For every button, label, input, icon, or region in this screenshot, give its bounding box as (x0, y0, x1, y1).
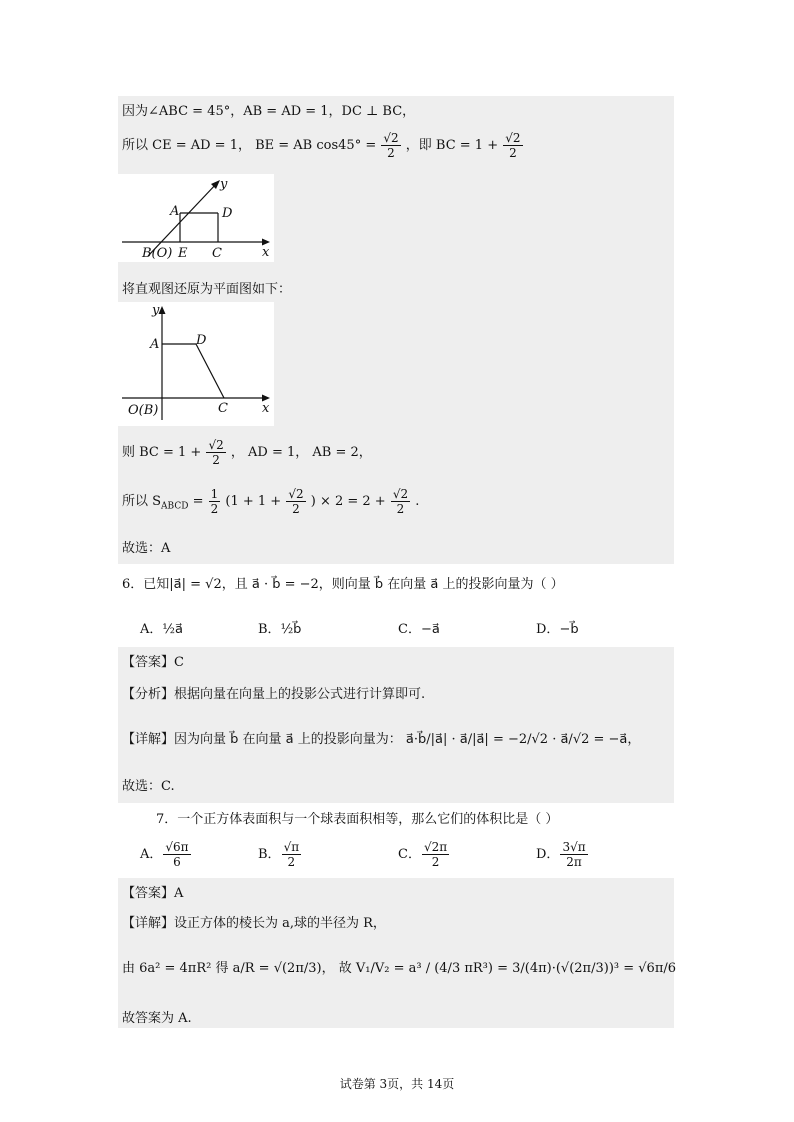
sqrt2-over-2-fraction (286, 487, 305, 516)
option-text: ½b⃗ (280, 622, 302, 637)
option-letter: B． (258, 847, 281, 862)
q6-analysis: 【分析】根据向量在向量上的投影公式进行计算即可. (122, 687, 426, 702)
fig2-label-x: x (262, 401, 270, 416)
sqrt2-over-2-fraction (391, 487, 410, 516)
answer-7-band (118, 878, 677, 1028)
frac-num: 3√π (562, 840, 586, 854)
q7-conclusion: 故答案为 A. (122, 1011, 192, 1026)
fig2-label-a: A (150, 337, 160, 352)
frac-num: √6π (165, 840, 189, 854)
sol5-line4-text-c: (1 + 1 + (225, 494, 282, 509)
sol5-line4-text-d: ) × 2 = 2 + (310, 494, 386, 509)
sol5-line2-text-a: 所以 CE = AD = 1， BE = AB cos45° = (122, 138, 377, 153)
sol5-line4-text-e: . (415, 494, 420, 509)
frac-den: 2 (210, 502, 219, 516)
frac-den: 2 (509, 146, 517, 160)
q6-detail (122, 731, 640, 749)
oblique-figure-svg (118, 174, 274, 262)
sol5-line3 (122, 438, 372, 467)
option-fraction (163, 840, 190, 869)
option-letter: D． (536, 847, 560, 862)
oblique-figure (118, 174, 274, 262)
sol5-line1: 因为∠ABC = 45°，AB = AD = 1，DC ⊥ BC， (122, 104, 416, 119)
q7-detail2-text-a: 由 6a² = 4πR² 得 (122, 961, 229, 976)
q7-option-c (398, 840, 450, 869)
q7-detail2-formula: V₁/V₂ = a³ / (4/3 πR³) = 3/(4π)·(√(2π/3))³ = √6π/6 (355, 961, 677, 976)
fig1-label-y: y (220, 177, 228, 192)
sol5-line3-text-a: 则 BC = 1 + (122, 445, 202, 460)
fig1-label-e: E (178, 246, 188, 261)
frac-num: √2 (288, 487, 304, 501)
option-letter: B． (258, 622, 281, 637)
q7-detail2-text-b: a/R = √(2π/3)， 故 (232, 961, 352, 976)
frac-num: √2 (392, 487, 409, 501)
q6-option-b (258, 618, 301, 637)
answer-6-band (118, 647, 674, 803)
option-text: −b⃗ (559, 622, 579, 637)
option-fraction (422, 840, 449, 869)
frac-den: 2 (287, 855, 296, 869)
fig2-label-ob: O(B) (128, 403, 159, 418)
option-letter: C． (398, 847, 421, 862)
fig2-label-c: C (218, 401, 228, 416)
fig2-label-y: y (152, 303, 160, 318)
sqrt2-over-2-fraction (381, 131, 400, 160)
q7-detail2 (122, 960, 676, 978)
q6-option-c (398, 618, 440, 637)
sol5-line4-text-a: 所以 S (122, 494, 162, 509)
fig1-label-d: D (222, 206, 233, 221)
frac-num: √2π (423, 840, 448, 854)
option-letter: A． (140, 622, 163, 637)
option-text: ½a⃗ (162, 622, 183, 637)
fig1-label-x: x (262, 245, 270, 260)
option-letter: C． (398, 622, 421, 637)
q6-stem: 6．已知|a⃗| = √2，且 a⃗ · b⃗ = −2，则向量 b⃗ 在向量 a⃗ 上的投影向量为（ ） (122, 577, 564, 592)
frac-num: √2 (208, 438, 224, 452)
plane-figure (118, 302, 274, 426)
frac-num: 1 (210, 487, 219, 501)
q6-detail-text-a: 【详解】因为向量 b⃗ 在向量 a⃗ 上的投影向量为： (122, 732, 402, 747)
option-letter: D． (536, 622, 560, 637)
sqrt2-over-2-fraction (206, 438, 225, 467)
sol5-choice: 故选：A (122, 541, 171, 556)
q6-answer: 【答案】C (122, 655, 184, 670)
q6-detail-formula: a⃗·b⃗/|a⃗| · a⃗/|a⃗| = −2/√2 · a⃗/√2 = −a⃗， (405, 732, 641, 747)
fig2-label-d: D (196, 333, 207, 348)
fig1-label-a: A (170, 204, 180, 219)
one-half-fraction (209, 487, 221, 516)
q6-option-a (140, 618, 183, 637)
frac-num: √π (283, 840, 300, 854)
frac-den: 2 (212, 453, 220, 467)
frac-den: 2 (387, 146, 395, 160)
frac-den: 2π (566, 855, 582, 869)
sqrt2-over-2-fraction (503, 131, 522, 160)
fig1-label-bo: B(O) (142, 246, 173, 261)
sol5-restore: 将直观图还原为平面图如下： (122, 282, 292, 297)
option-fraction (282, 840, 302, 869)
q6-option-d (536, 618, 579, 637)
q7-answer: 【答案】A (122, 886, 184, 901)
q7-option-b (258, 840, 302, 869)
option-text: −a⃗ (420, 622, 440, 637)
fig1-label-c: C (212, 246, 222, 261)
frac-den: 2 (431, 855, 440, 869)
q6-choice: 故选：C. (122, 779, 175, 794)
frac-den: 2 (292, 502, 300, 516)
frac-num: √2 (383, 131, 399, 145)
q7-stem: 7．一个正方体表面积与一个球表面积相等，那么它们的体积比是（ ） (156, 812, 559, 827)
sol5-line4-text-b: = (188, 494, 204, 509)
sol5-line4 (122, 487, 419, 516)
q7-detail1: 【详解】设正方体的棱长为 a,球的半径为 R， (122, 916, 386, 931)
frac-den: 6 (173, 855, 181, 869)
area-subscript: ABCD (161, 501, 189, 512)
sol5-line3-text-b: ， AD = 1， AB = 2， (230, 445, 372, 460)
plane-figure-svg (118, 302, 274, 426)
page-footer: 试卷第 3页，共 14页 (339, 1077, 455, 1091)
sol5-line2 (122, 131, 524, 160)
q7-option-a (140, 840, 192, 869)
frac-num: √2 (505, 131, 521, 145)
option-fraction (560, 840, 587, 869)
frac-den: 2 (396, 502, 405, 516)
sol5-line2-text-b: ，即 BC = 1 + (405, 138, 499, 153)
q7-option-d (536, 840, 589, 869)
option-letter: A． (140, 847, 163, 862)
